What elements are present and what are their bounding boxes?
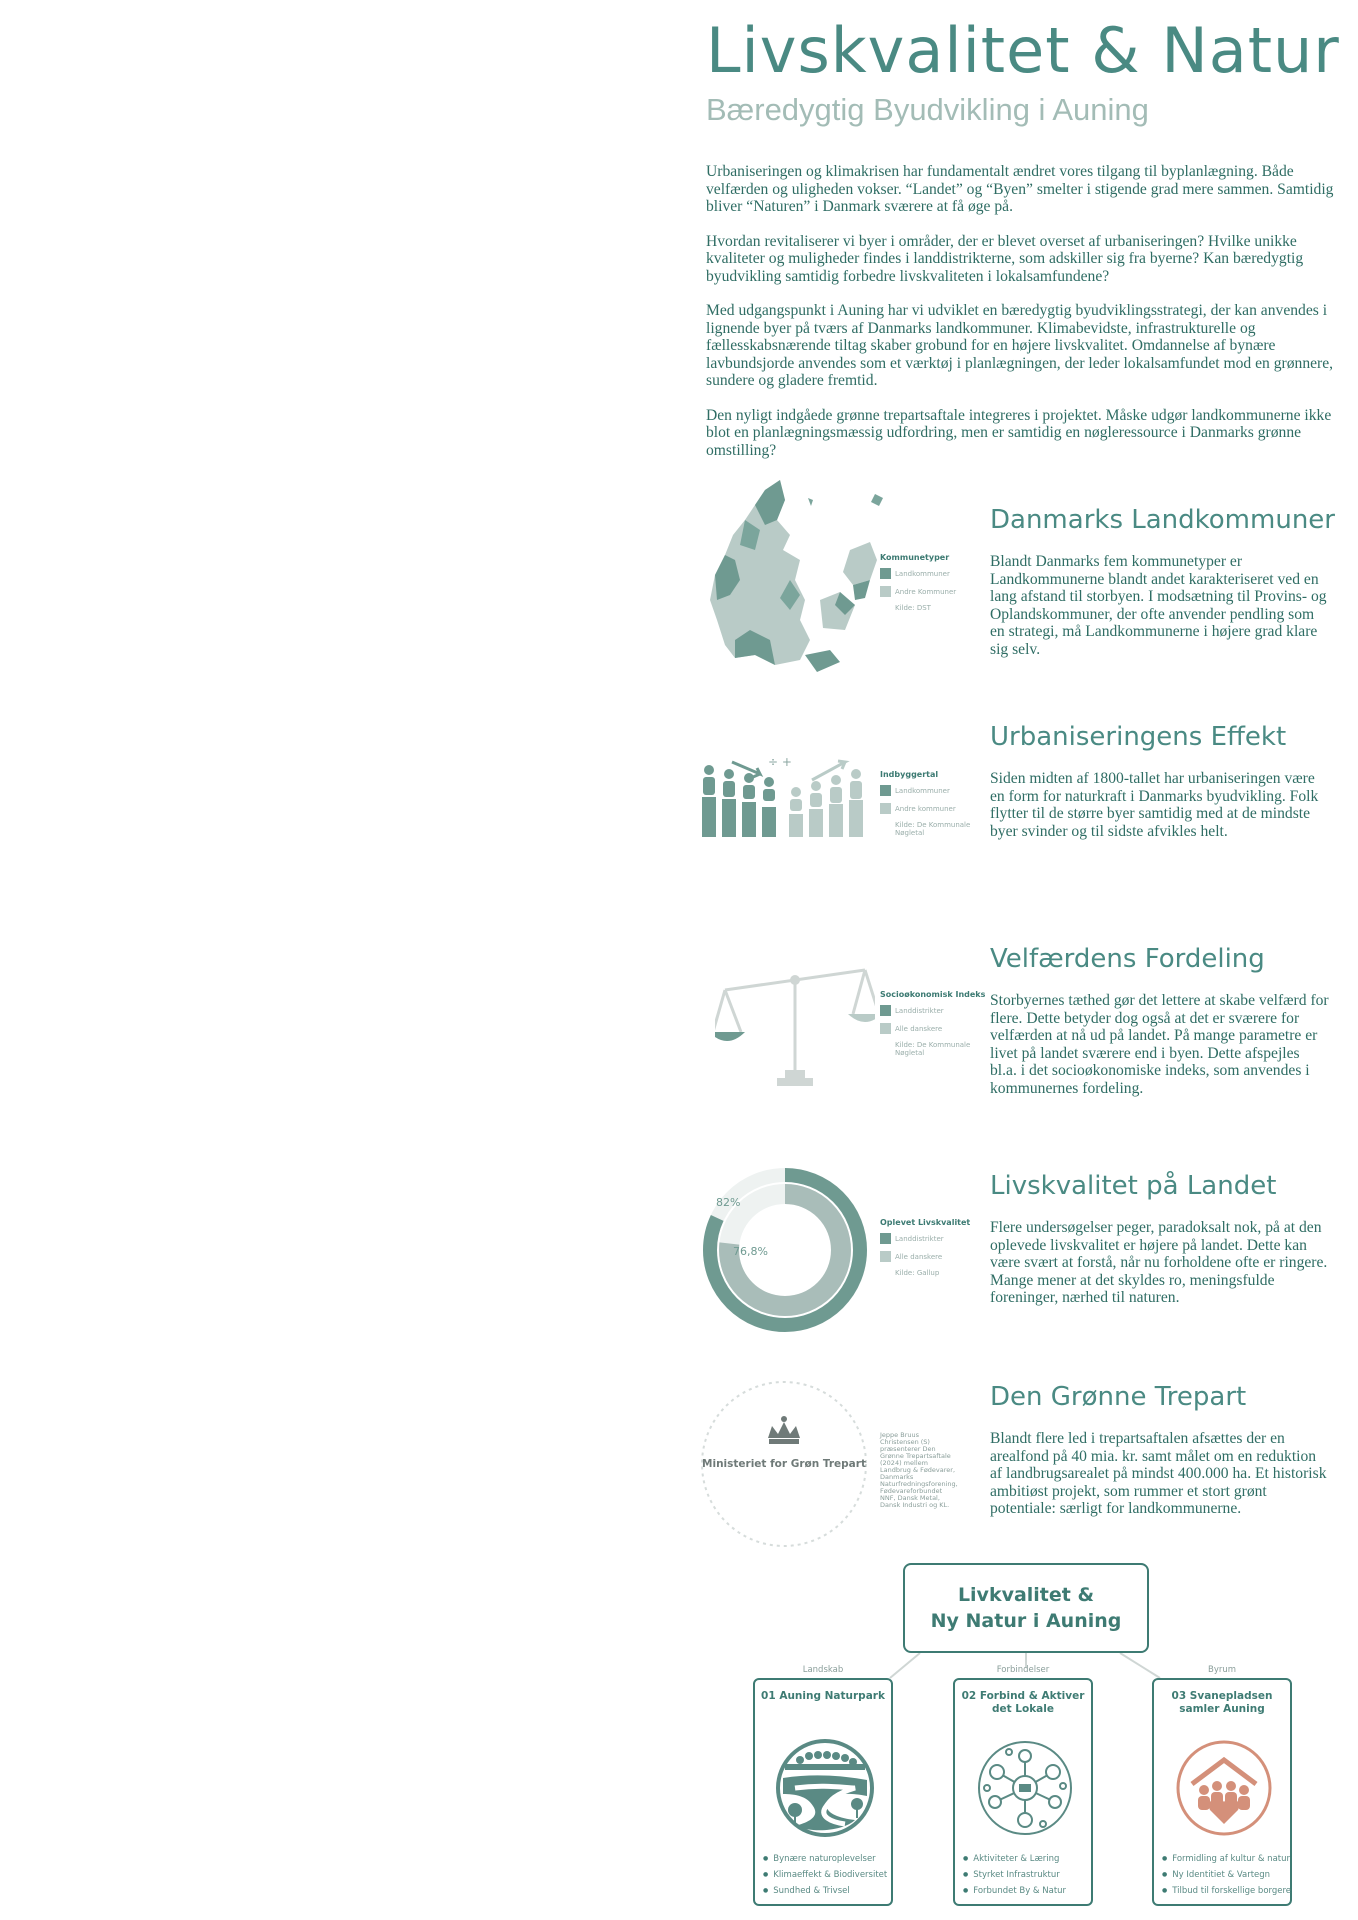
card-bullet: ● Sundhed & Trivsel (763, 1886, 887, 1896)
section-heading: Den Grønne Trepart (990, 1382, 1247, 1412)
card-bullet: ● Klimaeffekt & Biodiversitet (763, 1870, 887, 1880)
legend-source: Kilde: DST (895, 604, 931, 612)
legend-swatch-dark (880, 1233, 891, 1244)
socio-legend (880, 990, 985, 1057)
legend-swatch-light (880, 1023, 891, 1034)
intro-paragraph-1: Urbaniseringen og klimakrisen har fundamentalt ændret vores tilgang til byplanlægning. Både velfærden og uligheden vokser. “Landet” og “Byen” smelter i stigende grad mere sammen. Samtidig bliver “Naturen” i Danmark sværere at få øge på. (706, 163, 1334, 215)
card-title: 02 Forbind & Aktiver det Lokale (961, 1690, 1085, 1715)
intro-paragraph-2: Hvordan revitaliserer vi byer i områder, der er blevet overset af urbaniseringen? Hvilke unikke kvaliteter og muligheder findes i landdistrikterne, som adskiller sig fra byerne? Kan bæredygtig byudvikling samtidig forbedre livskvaliteten i lokalsamfundene? (706, 232, 1304, 285)
nature-park-icon (775, 1738, 875, 1838)
legend-title: Kommunetyper (880, 553, 950, 562)
hub-title-line-1: Livkvalitet & (957, 1584, 1095, 1606)
card-bullet: ● Ny Identitiet & Vartegn (1162, 1870, 1291, 1880)
page-subtitle: Bæredygtig Byudvikling i Auning (706, 92, 1149, 127)
card-bullet: ● Formidling af kultur & natur (1162, 1854, 1291, 1864)
legend-title: Oplevet Livskvalitet (880, 1218, 971, 1227)
balance-scale-illustration (715, 960, 875, 1090)
legend-label: Alle danskere (895, 1252, 943, 1261)
section-body: Blandt flere led i trepartsaftalen afsættes der en arealfond på 40 mia. kr. samt målet om en reduktion af landbrugsarealet på mindst 400.000 ha. Et historisk ambitiøst projekt, som rummer et stort grønt potentiale: særligt for landkommunerne. (990, 1430, 1327, 1517)
card-title: 03 Svanepladsen samler Auning (1171, 1690, 1273, 1715)
outer-value-label: 82% (716, 1196, 741, 1209)
map-legend (880, 553, 973, 612)
inner-value-label: 76,8% (733, 1245, 768, 1258)
strategy-card-forbind (953, 1678, 1093, 1906)
card-bullet: ● Bynære naturoplevelser (763, 1854, 887, 1864)
ministry-logo-text: Ministeriet for Grøn Trepart (702, 1458, 866, 1470)
legend-title: Indbyggertal (880, 770, 939, 779)
legend-swatch-dark (880, 568, 891, 579)
card-category: Landskab (802, 1665, 844, 1675)
legend-label: Landdistrikter (895, 1234, 944, 1243)
card-category: Forbindelser (996, 1665, 1050, 1675)
card-bullets (1154, 1848, 1299, 1896)
card-category: Byrum (1207, 1665, 1237, 1675)
legend-swatch-light (880, 586, 891, 597)
card-title: 01 Auning Naturpark (761, 1690, 885, 1702)
intro-paragraph-4: Den nyligt indgåede grønne trepartsaftale integreres i projektet. Måske udgør landkommunerne ikke blot en planlægningsmæssig udfordring, men er samtidig en nøgleressource i Danmarks grønne omstilling? (706, 406, 1332, 459)
card-bullet: ● Styrket Infrastruktur (963, 1870, 1066, 1880)
network-icon (975, 1738, 1075, 1838)
section-body: Siden midten af 1800-tallet har urbaniseringen være en form for naturkraft i Danmarks byudvikling. Folk flytter til de større byer samtidig med at de mindste byer svinder og til sidste afvikles helt. (990, 770, 1319, 840)
strategy-card-naturpark (753, 1678, 893, 1906)
legend-swatch-dark (880, 1005, 891, 1016)
card-bullet: ● Forbundet By & Natur (963, 1886, 1066, 1896)
legend-source: Kilde: De Kommunale Nøgletal (895, 1041, 971, 1057)
legend-swatch-light (880, 803, 891, 814)
legend-label: Andre Kommuner (895, 587, 957, 596)
strategy-hub-box (903, 1563, 1149, 1653)
legend-source: Kilde: De Kommunale Nøgletal (895, 821, 971, 837)
legend-label: Landkommuner (895, 569, 950, 578)
section-heading: Urbaniseringens Effekt (990, 722, 1287, 752)
card-bullets (955, 1848, 1074, 1896)
legend-label: Andre kommuner (895, 804, 956, 813)
legend-swatch-light (880, 1251, 891, 1262)
livskvalitet-legend (880, 1218, 973, 1277)
section-body: Flere undersøgelser peger, paradoksalt nok, på at den oplevede livskvalitet er højere på landet. Dette kan være svært at forstå, når nu forholdene ofte er ringere. Mange mener at det skyldes ro, meningsfulde foreninger, nærhed til naturen. (990, 1219, 1328, 1306)
legend-label: Alle danskere (895, 1024, 943, 1033)
svg-text:÷ +: ÷ + (768, 755, 792, 769)
strategy-card-svanepladsen (1152, 1678, 1292, 1906)
legend-source: Kilde: Gallup (895, 1269, 940, 1277)
section-heading: Velfærdens Fordeling (990, 944, 1265, 974)
page-title: Livskvalitet & Natur (706, 14, 1340, 87)
legend-label: Landkommuner (895, 786, 950, 795)
crown-icon (768, 1416, 800, 1444)
card-bullets (755, 1848, 895, 1896)
trepart-caption: Jeppe Bruus Christensen (S) præsenterer Den Grønne Trepartsaftale (2024) mellem Landbrug & Fødevarer, Danmarks Naturfredningsforening, Fødevareforbundet NNF, Dansk Metal, Dansk Industri og KL. (880, 1431, 958, 1509)
hub-title-line-2: Ny Natur i Auning (930, 1610, 1122, 1632)
legend-label: Landdistrikter (895, 1006, 944, 1015)
intro-paragraph-3: Med udgangspunkt i Auning har vi udviklet en bæredygtig byudviklingsstrategi, der kan anvendes i lignende byer på tværs af Danmarks landkommuner. Klimabevidste, infrastrukturelle og fællesskabsnærende tiltag skaber grobund for en højere livskvalitet. Omdannelse af bynære lavbundsjorde anvendes som et værktøj i planlægningen, der leder lokalsamfundet mod en grønnere, sundere og gladere fremtid. (706, 302, 1334, 389)
section-heading: Livskvalitet på Landet (990, 1171, 1277, 1201)
card-bullet: ● Tilbud til forskellige borgere (1162, 1886, 1291, 1896)
section-heading: Danmarks Landkommuner (990, 505, 1335, 535)
intro-text (706, 163, 1336, 476)
livskvalitet-donut-chart (700, 1165, 870, 1335)
card-bullet: ● Aktiviteter & Læring (963, 1854, 1066, 1864)
population-illustration (700, 752, 870, 842)
population-legend (880, 770, 973, 837)
section-body: Blandt Danmarks fem kommunetyper er Landkommunerne blandt andet karakteriseret ved en lang afstand til storbyen. I modsætning til Provins- og Oplandskommuner, der ofte anvender pendling som en strategi, må Landkommunerne i højere grad klare sig selv. (990, 553, 1327, 658)
denmark-map-illustration (705, 480, 885, 680)
legend-title: Socioøkonomisk Indeks (880, 990, 986, 999)
community-heart-icon (1174, 1738, 1274, 1838)
section-body: Storbyernes tæthed gør det lettere at skabe velfærd for flere. Dette betyder dog også at det er sværere for velfærden at nå ud på landet. På mange parametre er livet på landet sværere end i byen. Dette afspejles bl.a. i det socioøkonomiske indeks, som anvendes i kommunernes fordeling. (990, 992, 1329, 1097)
legend-swatch-dark (880, 785, 891, 796)
